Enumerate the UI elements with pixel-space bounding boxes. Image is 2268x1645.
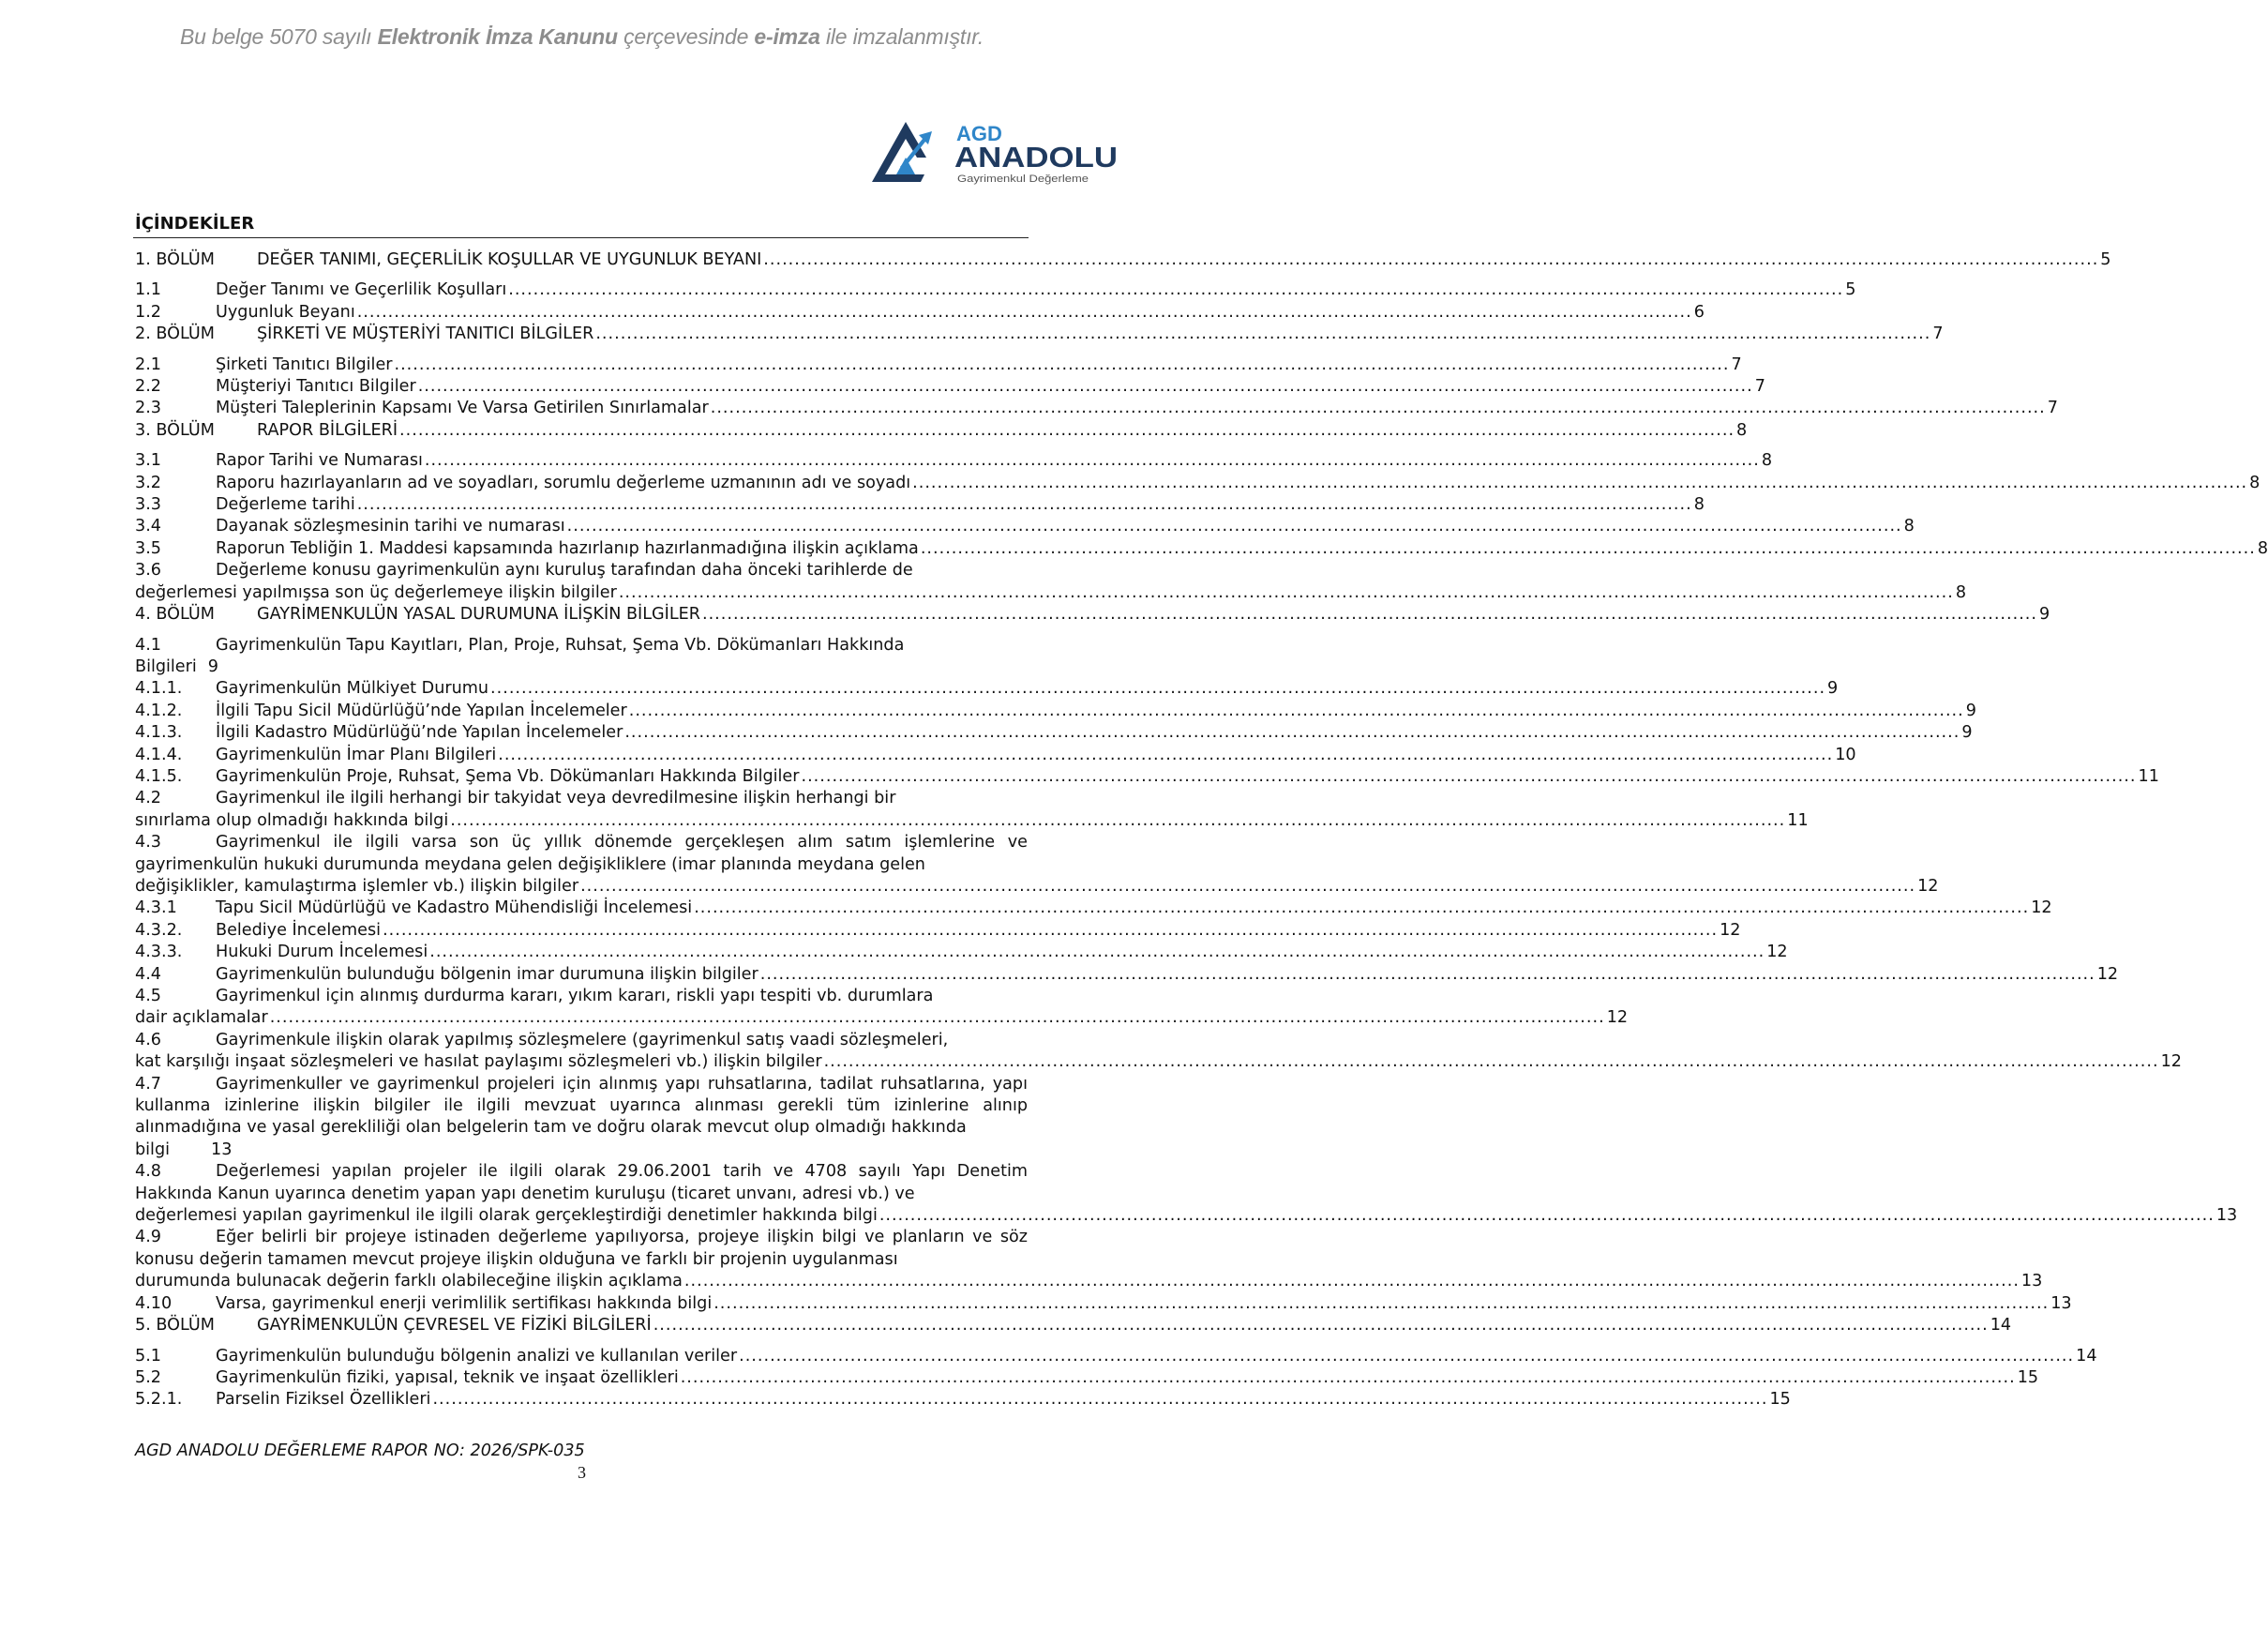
toc-entry-title: Gayrimenkulün fiziki, yapısal, teknik ve inşaat özellikleri <box>216 1367 679 1387</box>
logo-anadolu-text: ANADOLU <box>954 141 1118 174</box>
dot-leader <box>416 376 1755 398</box>
toc-entry-number: 4.4 <box>135 964 161 984</box>
dot-leader <box>712 1293 2050 1315</box>
toc-entry-title: ŞİRKETİ VE MÜŞTERİYİ TANITICI BİLGİLER <box>257 324 594 344</box>
toc-entry-title: Uygunluk Beyanı <box>216 302 355 322</box>
toc-entry-number: 5.1 <box>135 1346 161 1366</box>
toc-entry-number: 4.9 <box>135 1228 161 1247</box>
dot-leader <box>761 249 2100 271</box>
toc-entry-title: Eğer belirli bir projeye istinaden değerleme yapılıyorsa, projeye ilişkin bilgi ve planların ve söz konusu değerin tamamen mevcut projeye ilişkin olduğuna ve farklı bir projenin uygulanması <box>135 1228 1028 1269</box>
toc-entry-page: 9 <box>207 656 218 676</box>
dot-leader <box>627 701 1966 722</box>
toc-entry[interactable] <box>135 516 1915 537</box>
toc-entry-title-end: değerlemesi yapılmışsa son üç değerlemeye ilişkin bilgiler <box>135 582 617 602</box>
toc-entry[interactable] <box>135 1227 2043 1292</box>
dot-leader <box>692 898 2031 919</box>
toc-entry-title: Müşteriyi Tanıtıcı Bilgiler <box>216 377 416 397</box>
toc-entry-number: 4.1 <box>135 635 161 655</box>
toc-entry-page: 12 <box>1606 1008 1629 1028</box>
toc-entry-title-end: dair açıklamalar <box>135 1008 268 1028</box>
toc-entry[interactable] <box>135 898 2052 919</box>
toc-entry-title: Müşteri Taleplerinin Kapsamı Ve Varsa Getirilen Sınırlamalar <box>216 399 709 418</box>
toc-entry[interactable] <box>135 1030 2182 1074</box>
banner-text-3: ile imzalanmıştır. <box>819 24 984 49</box>
toc-entry-number: 3.1 <box>135 451 161 471</box>
toc-entry-page: 7 <box>1731 355 1742 374</box>
toc-entry[interactable] <box>135 1161 2238 1227</box>
toc-entry-page: 11 <box>2138 766 2159 786</box>
dot-leader <box>919 538 2258 560</box>
toc-entry-page: 8 <box>2249 473 2260 492</box>
toc-entry-number: 5.2.1. <box>135 1390 183 1410</box>
toc-entry[interactable] <box>135 986 1629 1030</box>
toc-entry-page: 12 <box>1766 943 1788 962</box>
toc-entry-page: 8 <box>1693 495 1705 515</box>
toc-entry-page: 8 <box>1736 420 1748 440</box>
toc-entry[interactable] <box>135 302 1705 324</box>
toc-entry-title-end: değişiklikler, kamulaştırma işlemler vb.) ilişkin bilgiler <box>135 876 579 896</box>
toc-entry[interactable] <box>135 766 2159 788</box>
toc-entry-page: 12 <box>2031 898 2052 918</box>
logo-subtitle: Gayrimenkul Değerleme <box>957 174 1089 185</box>
toc-entry-number: 4.6 <box>135 1030 161 1049</box>
toc-entry-page: 9 <box>1961 723 1973 743</box>
toc-entry-number: 3.2 <box>135 473 161 492</box>
dot-leader <box>393 355 1732 376</box>
toc-entry[interactable] <box>135 473 2260 494</box>
toc-entry-number: 1.1 <box>135 280 161 300</box>
toc-entry-number: 4.1.1. <box>135 679 183 699</box>
banner-law-name: Elektronik İmza Kanunu <box>377 24 618 49</box>
toc-entry-number: 4.5 <box>135 987 161 1005</box>
toc-entry-title: Gayrimenkulün bulunduğu bölgenin imar durumuna ilişkin bilgiler <box>216 964 759 984</box>
toc-chapter-entry[interactable] <box>135 420 1748 442</box>
toc-entry-title: Gayrimenkuller ve gayrimenkul projeleri için alınmış yapı ruhsatlarına, tadilat ruhsatlarına, yapı kullanma izinlerine ilişkin bilgiler ile ilgili mevzuat uyarınca alınması gerekli tüm izinlerine alınıp alınmadığına ve yasal gerekliliği olan belgelerin tam ve doğru olarak mevcut olup olmadığı hakkında <box>135 1074 1028 1138</box>
toc-entry-title: İlgili Tapu Sicil Müdürlüğü’nde Yapılan İncelemeler <box>216 701 627 720</box>
toc-chapter-entry[interactable] <box>135 604 2050 626</box>
toc-entry-page: 14 <box>2076 1346 2097 1366</box>
toc-entry-title: İlgili Kadastro Müdürlüğü’nde Yapılan İncelemeler <box>216 723 623 743</box>
toc-entry-number: 3.6 <box>135 561 161 581</box>
toc-entry-number: 3. BÖLÜM <box>135 420 215 440</box>
toc-entry-page: 12 <box>2160 1052 2182 1072</box>
toc-entry[interactable] <box>135 1293 2072 1315</box>
toc-entry-page: 13 <box>2215 1206 2238 1226</box>
dot-leader <box>709 398 2048 419</box>
dot-leader <box>623 722 1961 744</box>
toc-entry-title: Gayrimenkulün Mülkiyet Durumu <box>216 679 489 699</box>
toc-entry-page: 13 <box>2020 1272 2043 1291</box>
toc-entry-title-end: değerlemesi yapılan gayrimenkul ile ilgili olarak gerçekleştirdiği denetimler hakkında bilgi <box>135 1206 878 1226</box>
toc-entry-number: 4.8 <box>135 1162 161 1182</box>
dot-leader <box>593 324 1932 345</box>
toc-entry[interactable] <box>135 450 1773 472</box>
toc-entry-page: 13 <box>211 1139 233 1159</box>
toc-entry-title: Değerleme tarihi <box>216 495 355 515</box>
toc-entry-number: 4.2 <box>135 789 161 808</box>
toc-entry[interactable] <box>135 1389 1791 1411</box>
toc-entry-title: Varsa, gayrimenkul enerji verimlilik sertifikası hakkında bilgi <box>216 1293 713 1313</box>
toc-entry-number: 4.1.2. <box>135 701 183 720</box>
toc-entry-page: 5 <box>2100 250 2111 269</box>
dot-leader <box>381 920 1720 942</box>
dot-leader <box>355 494 1694 516</box>
dot-leader <box>679 1367 2018 1389</box>
toc-entry[interactable] <box>135 538 2268 560</box>
dot-leader <box>428 942 1766 963</box>
toc-entry-title-end: Bilgileri <box>135 656 197 676</box>
dot-leader <box>700 604 2039 626</box>
toc-title: İÇİNDEKİLER <box>135 214 255 234</box>
toc-entry[interactable] <box>135 678 1839 700</box>
toc-entry-title-end: kat karşılığı inşaat sözleşmeleri ve hasılat paylaşımı sözleşmeleri vb.) ilişkin bilgiler <box>135 1052 822 1072</box>
dot-leader <box>578 876 1917 898</box>
toc-entry-title: Raporu hazırlayanların ad ve soyadları, sorumlu değerleme uzmanının adı ve soyadı <box>216 473 911 492</box>
toc-entry-page: 8 <box>1955 582 1967 602</box>
toc-entry-page: 11 <box>1787 810 1809 830</box>
toc-entry[interactable] <box>135 1074 1028 1162</box>
toc-entry-page: 8 <box>2257 538 2268 558</box>
toc-entry[interactable] <box>135 964 2119 986</box>
toc-entry-title: Şirketi Tanıtıcı Bilgiler <box>216 355 393 374</box>
toc-entry-title: Gayrimenkul için alınmış durdurma kararı, yıkım kararı, riskli yapı tespiti vb. durumlara <box>216 987 934 1005</box>
toc-entry-number: 2.3 <box>135 399 161 418</box>
toc-entry-title: Dayanak sözleşmesinin tarihi ve numarası <box>216 517 565 536</box>
toc-entry[interactable] <box>135 745 1856 766</box>
toc-entry-page: 13 <box>2050 1293 2072 1313</box>
toc-entry-page: 8 <box>1761 451 1773 471</box>
dot-leader <box>910 473 2249 494</box>
dot-leader <box>496 745 1835 766</box>
toc-entry-title-end: bilgi <box>135 1139 171 1159</box>
toc-entry-title: DEĞER TANIMI, GEÇERLİLİK KOŞULLAR VE UYGUNLUK BEYANI <box>257 250 762 269</box>
dot-leader <box>423 450 1762 472</box>
toc-entry-title: Tapu Sicil Müdürlüğü ve Kadastro Mühendisliği İncelemesi <box>216 898 693 918</box>
toc-entry[interactable] <box>135 1367 2039 1389</box>
table-of-contents <box>135 249 2268 1411</box>
toc-entry[interactable] <box>135 722 1973 744</box>
toc-entry-title: Değerlemesi yapılan projeler ile ilgili olarak 29.06.2001 tarih ve 4708 sayılı Yapı Denetim Hakkında Kanun uyarınca denetim yapan yapı denetim kuruluşu (ticaret unvanı, adresi vb.) ve <box>135 1162 1028 1203</box>
dot-leader <box>652 1315 1990 1336</box>
toc-entry-title-end: durumunda bulunacak değerin farklı olabileceğine ilişkin açıklama <box>135 1272 683 1291</box>
dot-leader <box>355 302 1694 324</box>
toc-entry-title: GAYRİMENKULÜN YASAL DURUMUNA İLİŞKİN BİLGİLER <box>257 605 700 625</box>
toc-entry-number: 4.7 <box>135 1074 161 1094</box>
toc-entry-page: 15 <box>1769 1390 1791 1410</box>
dot-leader <box>617 582 1956 604</box>
toc-entry[interactable] <box>135 942 1788 963</box>
toc-entry-page: 9 <box>1965 701 1976 720</box>
toc-entry[interactable] <box>135 398 2058 419</box>
toc-entry-title: Parselin Fiziksel Özellikleri <box>216 1390 431 1410</box>
toc-entry-number: 5.2 <box>135 1367 161 1387</box>
toc-entry[interactable] <box>135 494 1705 516</box>
page-number: 3 <box>578 1463 586 1482</box>
toc-entry-page: 12 <box>1720 920 1741 940</box>
toc-entry[interactable] <box>135 376 1765 398</box>
toc-entry-number: 4. BÖLÜM <box>135 605 215 625</box>
banner-text-1: Bu belge 5070 sayılı <box>179 24 378 49</box>
title-divider <box>133 237 1029 238</box>
toc-entry-title-end: sınırlama olup olmadığı hakkında bilgi <box>135 810 449 830</box>
toc-entry-page: 5 <box>1845 280 1856 300</box>
toc-entry-number: 4.3 <box>135 833 161 853</box>
toc-entry-number: 4.3.1 <box>135 898 177 918</box>
toc-entry-number: 1.2 <box>135 302 161 322</box>
toc-entry-number: 2.1 <box>135 355 161 374</box>
toc-entry-number: 3.5 <box>135 538 161 558</box>
dot-leader <box>683 1271 2021 1292</box>
toc-entry-page: 6 <box>1693 302 1705 322</box>
toc-entry-number: 4.3.2. <box>135 920 183 940</box>
e-signature-banner <box>0 24 1164 50</box>
toc-entry-page: 14 <box>1990 1316 2012 1336</box>
toc-entry-title: Gayrimenkule ilişkin olarak yapılmış sözleşmelere (gayrimenkul satış vaadi sözleşmeleri, <box>216 1030 949 1049</box>
toc-entry-title: Gayrimenkulün İmar Planı Bilgileri <box>216 745 497 764</box>
toc-entry[interactable] <box>135 1346 2097 1367</box>
toc-entry-title: Gayrimenkulün Tapu Kayıtları, Plan, Proje, Ruhsat, Şema Vb. Dökümanları Hakkında <box>216 635 905 655</box>
toc-entry-number: 2.2 <box>135 377 161 397</box>
toc-entry[interactable] <box>135 279 1856 301</box>
toc-entry-number: 4.1.5. <box>135 766 183 786</box>
toc-entry[interactable] <box>135 560 1967 604</box>
toc-entry[interactable] <box>135 635 1028 679</box>
toc-entry-number: 2. BÖLÜM <box>135 324 215 344</box>
dot-leader <box>878 1205 2216 1227</box>
dot-leader <box>430 1389 1769 1411</box>
toc-entry-title: Gayrimenkul ile ilgili varsa son üç yıllık dönemde gerçekleşen alım satım işlemlerine ve gayrimenkulün hukuki durumunda meydana gelen değişikliklere (imar planında meydana gelen <box>135 833 1028 874</box>
dot-leader <box>506 279 1845 301</box>
dot-leader <box>398 420 1736 442</box>
toc-entry-page: 8 <box>1903 517 1915 536</box>
toc-entry[interactable] <box>135 832 1939 898</box>
toc-entry-title: Hukuki Durum İncelemesi <box>216 943 428 962</box>
toc-entry[interactable] <box>135 701 1976 722</box>
toc-entry[interactable] <box>135 355 1742 376</box>
toc-chapter-entry[interactable] <box>135 324 1944 345</box>
toc-entry-page: 10 <box>1835 745 1856 764</box>
dot-leader <box>488 678 1827 700</box>
toc-entry-number: 3.4 <box>135 517 161 536</box>
toc-entry-number: 1. BÖLÜM <box>135 250 215 269</box>
dot-leader <box>737 1346 2076 1367</box>
toc-entry-title: Gayrimenkul ile ilgili herhangi bir takyidat veya devredilmesine ilişkin herhangi bir <box>216 789 896 808</box>
toc-entry-number: 4.1.4. <box>135 745 183 764</box>
dot-leader <box>565 516 1904 537</box>
toc-entry-number: 4.1.3. <box>135 723 183 743</box>
banner-text-2: çerçevesinde <box>617 24 755 49</box>
toc-entry-title: Değerleme konusu gayrimenkulün aynı kuruluş tarafından daha önceki tarihlerde de <box>216 561 913 581</box>
toc-entry-title: Rapor Tarihi ve Numarası <box>216 451 423 471</box>
toc-entry-page: 9 <box>2039 605 2050 625</box>
dot-leader <box>448 810 1787 832</box>
toc-entry-number: 3.3 <box>135 495 161 515</box>
dot-leader <box>268 1007 1607 1029</box>
toc-entry-page: 15 <box>2017 1367 2039 1387</box>
toc-entry-title: Belediye İncelemesi <box>216 920 382 940</box>
toc-entry-page: 12 <box>1917 876 1939 896</box>
toc-entry-title: Gayrimenkulün Proje, Ruhsat, Şema Vb. Dökümanları Hakkında Bilgiler <box>216 766 800 786</box>
toc-entry-page: 9 <box>1827 679 1839 699</box>
dot-leader <box>759 964 2097 986</box>
agd-anadolu-logo <box>872 120 1125 189</box>
toc-entry-number: 5. BÖLÜM <box>135 1316 215 1336</box>
toc-entry-title: GAYRİMENKULÜN ÇEVRESEL VE FİZİKİ BİLGİLERİ <box>257 1316 652 1336</box>
dot-leader <box>822 1051 2161 1073</box>
toc-entry-page: 7 <box>1754 377 1765 397</box>
toc-entry-title: Gayrimenkulün bulunduğu bölgenin analizi ve kullanılan veriler <box>216 1346 738 1366</box>
toc-entry-title: Değer Tanımı ve Geçerlilik Koşulları <box>216 280 507 300</box>
toc-entry-page: 12 <box>2096 964 2119 984</box>
report-number-footer: AGD ANADOLU DEĞERLEME RAPOR NO: 2026/SPK-035 <box>135 1441 585 1460</box>
toc-entry-number: 4.10 <box>135 1293 173 1313</box>
toc-chapter-entry[interactable] <box>135 249 2111 271</box>
toc-entry-title: RAPOR BİLGİLERİ <box>257 420 398 440</box>
toc-entry-title: Raporun Tebliğin 1. Maddesi kapsamında hazırlanıp hazırlanmadığına ilişkin açıklama <box>216 538 919 558</box>
logo-agd-text: AGD <box>956 122 1002 145</box>
toc-entry-page: 7 <box>1932 324 1944 344</box>
toc-chapter-entry[interactable] <box>135 1315 2012 1336</box>
toc-entry-page: 7 <box>2047 399 2058 418</box>
banner-e-imza: e-imza <box>754 24 820 49</box>
toc-entry[interactable] <box>135 920 1741 942</box>
dot-leader <box>800 766 2139 788</box>
toc-entry-number: 4.3.3. <box>135 943 183 962</box>
toc-entry[interactable] <box>135 788 1809 832</box>
